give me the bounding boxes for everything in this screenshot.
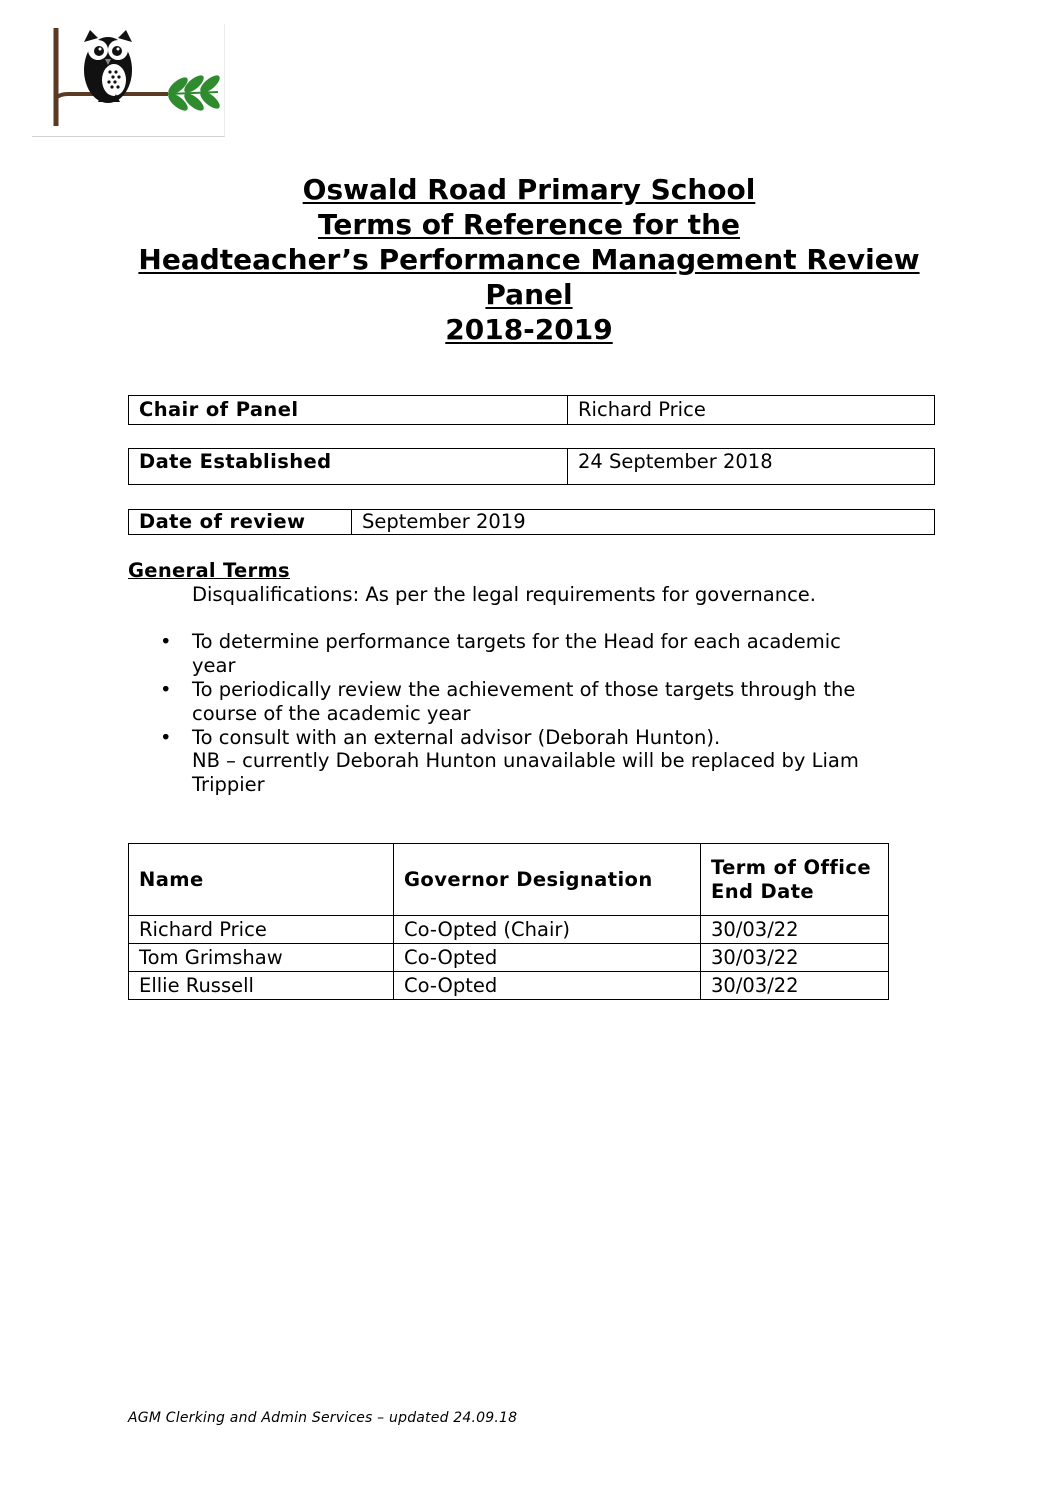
list-item: • To consult with an external advisor (Deborah Hunton). <box>160 726 721 749</box>
disqualifications-text: Disqualifications: As per the legal requirements for governance. <box>192 583 816 606</box>
bullet-icon: • <box>160 726 172 749</box>
chair-value: Richard Price <box>568 396 935 425</box>
member-name: Richard Price <box>129 916 394 944</box>
review-label: Date of review <box>129 510 352 535</box>
review-value: September 2019 <box>352 510 935 535</box>
chair-table <box>128 395 935 425</box>
member-name: Ellie Russell <box>129 972 394 1000</box>
list-item: • To periodically review the achievement of those targets through the course of the academic year <box>160 678 856 725</box>
general-terms-heading: General Terms <box>128 559 290 582</box>
established-table <box>128 448 935 485</box>
member-designation: Co-Opted <box>394 972 701 1000</box>
column-header: Term of Office End Date <box>701 844 889 916</box>
column-header: Name <box>129 844 394 916</box>
table-row <box>129 944 889 972</box>
document-title <box>100 172 958 347</box>
members-table <box>128 843 889 1000</box>
member-designation: Co-Opted (Chair) <box>394 916 701 944</box>
bullet-icon: • <box>160 678 172 701</box>
list-item: • To determine performance targets for the Head for each academic year <box>160 630 841 677</box>
chair-label: Chair of Panel <box>129 396 568 425</box>
title-line-3: Headteacher’s Performance Management Review <box>138 243 920 276</box>
note-text: NB – currently Deborah Hunton unavailable will be replaced by Liam Trippier <box>192 749 859 796</box>
column-header: Governor Designation <box>394 844 701 916</box>
member-term-end: 30/03/22 <box>701 972 889 1000</box>
owl-icon <box>84 30 132 103</box>
bullet-icon: • <box>160 630 172 653</box>
review-table <box>128 509 935 535</box>
table-row <box>129 972 889 1000</box>
leaves-icon <box>166 72 223 113</box>
title-line-2: Terms of Reference for the <box>317 208 740 241</box>
terms-list <box>128 630 888 750</box>
member-term-end: 30/03/22 <box>701 944 889 972</box>
table-row <box>129 916 889 944</box>
member-designation: Co-Opted <box>394 944 701 972</box>
title-school-name: Oswald Road Primary School <box>302 173 756 206</box>
page-footer: AGM Clerking and Admin Services – updated 24.09.18 <box>128 1410 518 1426</box>
title-line-4: Panel <box>485 278 573 311</box>
member-term-end: 30/03/22 <box>701 916 889 944</box>
title-year: 2018-2019 <box>445 313 613 346</box>
established-value: 24 September 2018 <box>568 449 935 485</box>
established-label: Date Established <box>129 449 568 485</box>
school-logo <box>32 24 225 137</box>
member-name: Tom Grimshaw <box>129 944 394 972</box>
table-header-row <box>129 844 889 916</box>
